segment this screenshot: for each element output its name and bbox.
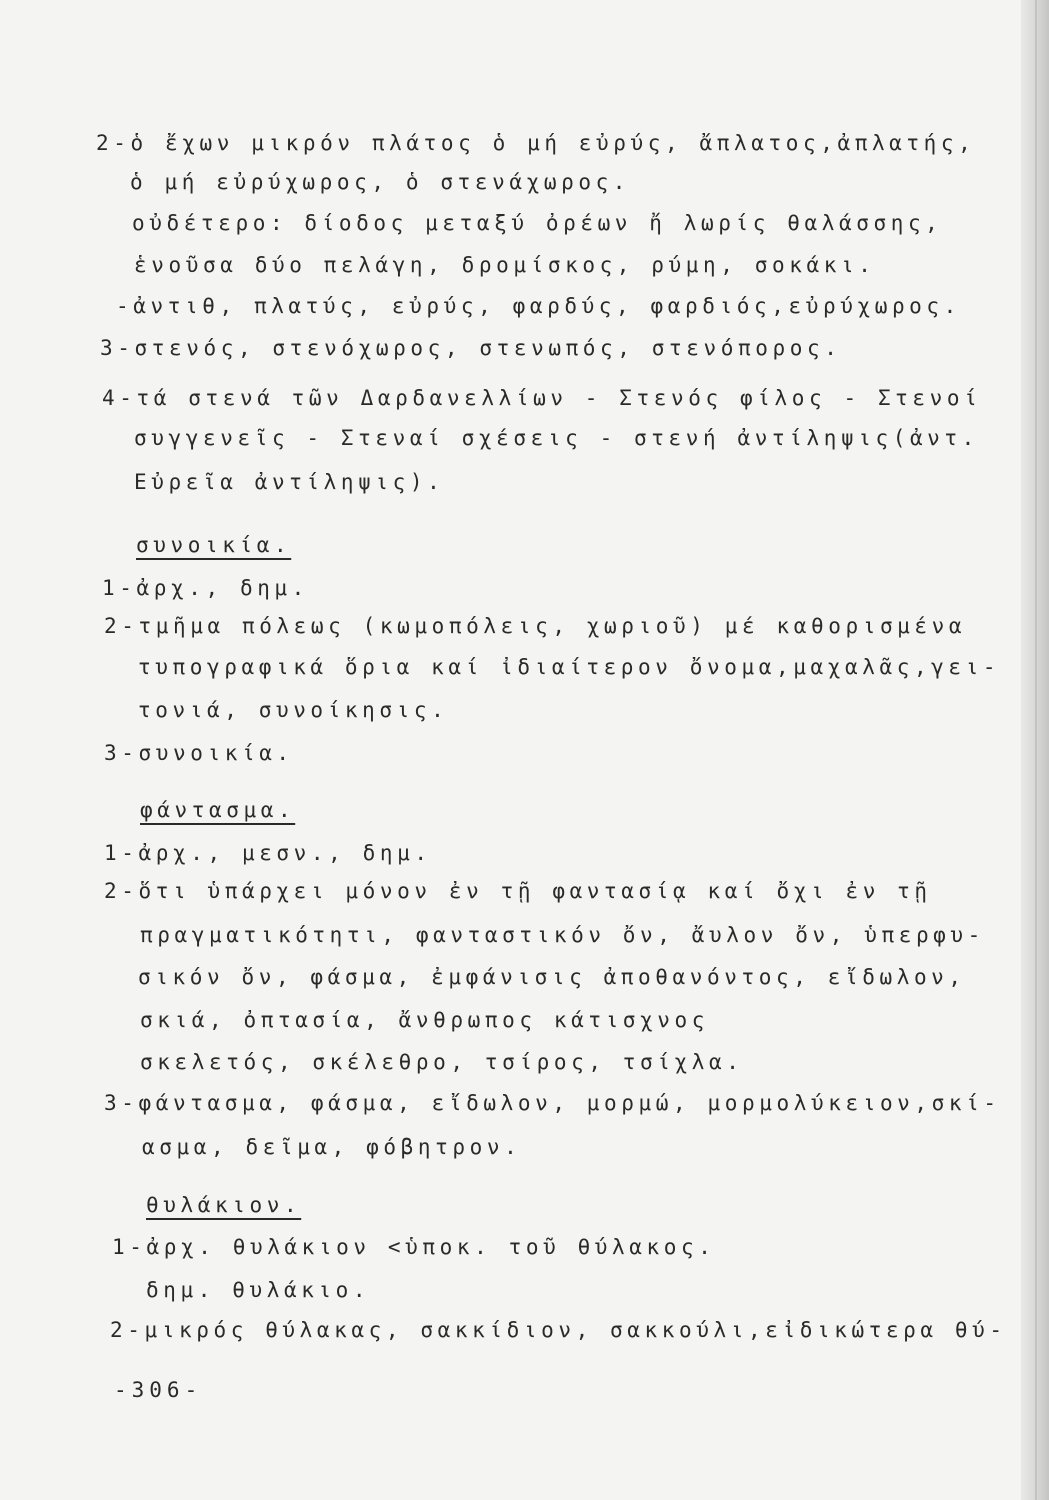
text-line: ἑνοῦσα δύο πελάγη, δρομίσκος, ρύμη, σοκάκι. (134, 253, 876, 277)
text-line: 4-τά στενά τῶν Δαρδανελλίων - Στενός φίλος - Στενοί (102, 386, 982, 410)
text-line: οὐδέτερο: δίοδος μεταξύ ὀρέων ἤ λωρίς θαλάσσης, (132, 211, 943, 235)
entry-heading-synoikia: συνοικία. (136, 533, 292, 557)
text-line: συγγενεῖς - Στεναί σχέσεις - στενή ἀντίληψις(ἀντ. (134, 426, 979, 450)
text-line: 2-τμῆμα πόλεως (κωμοπόλεις, χωριοῦ) μέ καθορισμένα (104, 614, 967, 638)
text-line: πραγματικότητι, φανταστικόν ὄν, ἄυλον ὄν, ὑπερφυ- (140, 923, 985, 947)
text-line: Εὐρεῖα ἀντίληψις). (134, 470, 445, 494)
text-line: 3-συνοικία. (104, 741, 294, 765)
text-line: 3-φάντασμα, φάσμα, εἴδωλον, μορμώ, μορμολύκειον,σκί- (104, 1091, 1001, 1115)
text-line: 1-ἀρχ., μεσν., δημ. (104, 841, 432, 865)
text-line: 1-ἀρχ., δημ. (102, 576, 309, 600)
text-line: 2-μικρός θύλακας, σακκίδιον, σακκούλι,εἰδικώτερα θύ- (110, 1318, 1007, 1342)
text-line: ὁ μή εὐρύχωρος, ὁ στενάχωρος. (130, 170, 631, 194)
text-line: τονιά, συνοίκησις. (138, 698, 449, 722)
page-edge-shadow (1021, 0, 1049, 1500)
text-line: ασμα, δεῖμα, φόβητρον. (142, 1135, 522, 1159)
text-line: 3-στενός, στενόχωρος, στενωπός, στενόπορος. (100, 336, 842, 360)
entry-heading-thylakion: θυλάκιον. (146, 1193, 302, 1217)
text-line: δημ. θυλάκιο. (146, 1278, 371, 1302)
text-line: σικόν ὄν, φάσμα, ἐμφάνισις ἀποθανόντος, εἴδωλον, (138, 965, 966, 989)
text-line: 2-ὁ ἔχων μικρόν πλάτος ὁ μή εὐρύς, ἄπλατος,ἀπλατής, (96, 131, 976, 155)
entry-heading-fantasma: φάντασμα. (140, 798, 296, 822)
text-line: -ἀντιθ, πλατύς, εὐρύς, φαρδύς, φαρδιός,εὐρύχωρος. (116, 294, 961, 318)
page-number: -306- (114, 1378, 203, 1402)
text-line: σκελετός, σκέλεθρο, τσίρος, τσίχλα. (140, 1050, 744, 1074)
text-line: 2-ὅτι ὑπάρχει μόνον ἐν τῇ φαντασίᾳ καί ὄχι ἐν τῇ (104, 879, 932, 903)
text-line: σκιά, ὀπτασία, ἄνθρωπος κάτισχνος (140, 1008, 710, 1032)
text-line: 1-ἀρχ. θυλάκιον <ὑποκ. τοῦ θύλακος. (112, 1235, 716, 1259)
text-line: τυπογραφικά ὅρια καί ἰδιαίτερον ὄνομα,μαχαλᾶς,γει- (138, 655, 1001, 679)
